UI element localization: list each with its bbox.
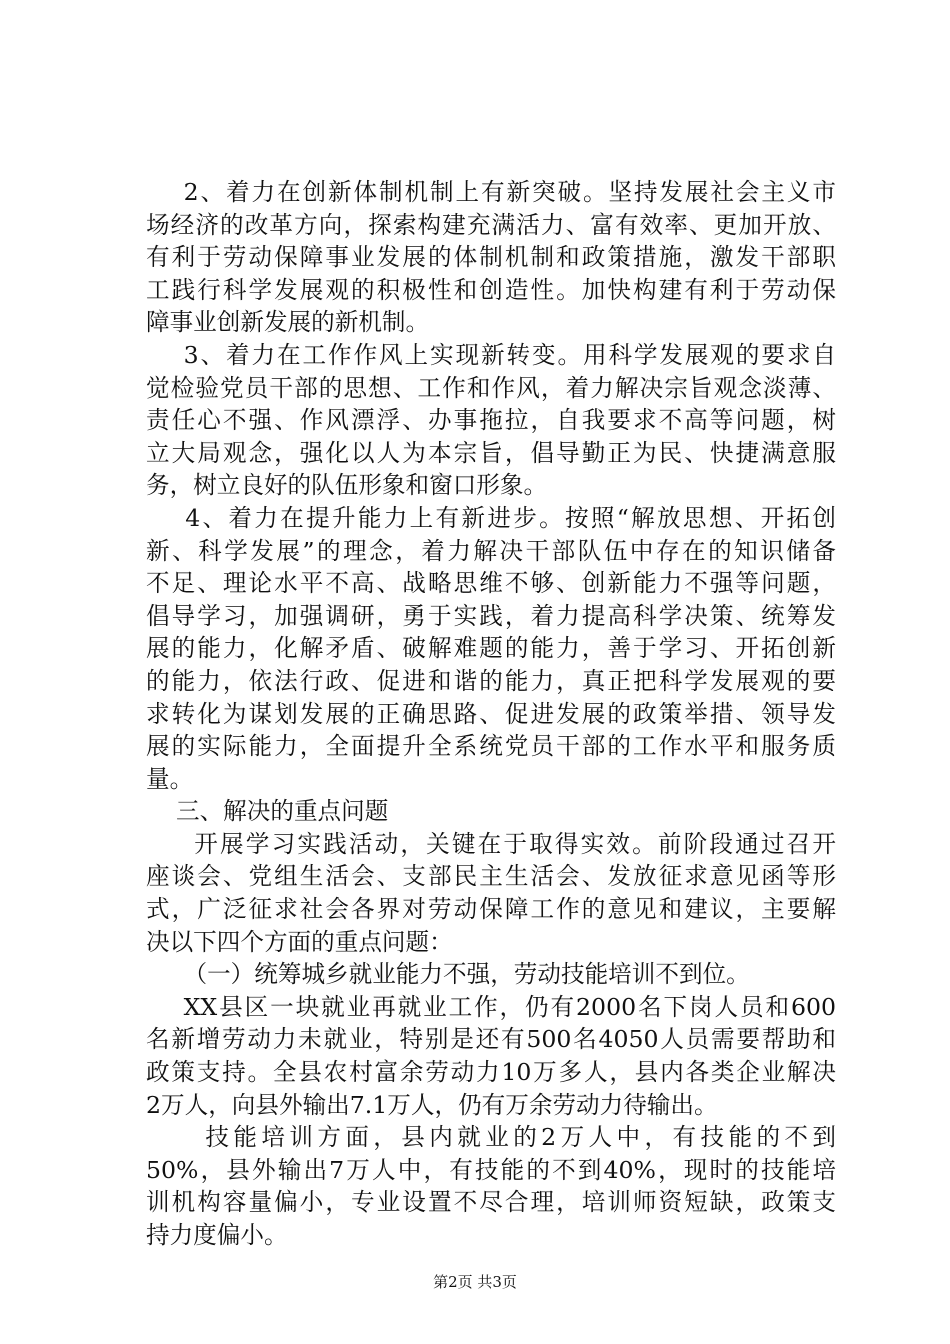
text-line: 政策支持。全县农村富余劳动力10万多人，县内各类企业解决 [146, 1058, 836, 1087]
text-line: 工践行科学发展观的积极性和创造性。加快构建有利于劳动保 [146, 275, 836, 304]
text-line: 量。 [146, 764, 194, 793]
text-line: 式，广泛征求社会各界对劳动保障工作的意见和建议，主要解 [146, 895, 836, 924]
text-line: 决以下四个方面的重点问题： [146, 927, 453, 956]
text-line: 2万人，向县外输出7.1万人，仍有万余劳动力待输出。 [146, 1090, 718, 1119]
text-line: 2、着力在创新体制机制上有新突破。坚持发展社会主义市 [146, 178, 836, 206]
page-footer: 第2页 共3页 [433, 1273, 517, 1291]
text-line: 障事业创新发展的新机制。 [146, 308, 430, 337]
text-line: 50%，县外输出7万人中，有技能的不到40%，现时的技能培 [146, 1155, 836, 1184]
text-line: 座谈会、党组生活会、支部民主生活会、发放征求意见函等形 [146, 862, 836, 891]
text-line: 3、着力在工作作风上实现新转变。用科学发展观的要求自 [146, 340, 836, 369]
section-heading: 三、解决的重点问题 [146, 797, 389, 826]
subsection-heading: （一）统筹城乡就业能力不强，劳动技能培训不到位。 [146, 960, 750, 989]
text-line: 觉检验党员干部的思想、工作和作风，着力解决宗旨观念淡薄、 [146, 373, 836, 402]
document-body [146, 176, 836, 1252]
text-line: 技能培训方面，县内就业的2万人中，有技能的不到 [146, 1123, 836, 1152]
text-line: 倡导学习，加强调研，勇于实践，着力提高科学决策、统筹发 [146, 601, 836, 630]
text-line: 4、着力在提升能力上有新进步。按照“解放思想、开拓创 [146, 503, 836, 532]
text-line: 持力度偏小。 [146, 1221, 288, 1249]
text-line: 的能力，依法行政、促进和谐的能力，真正把科学发展观的要 [146, 666, 836, 695]
text-line: 开展学习实践活动，关键在于取得实效。前阶段通过召开 [146, 829, 836, 858]
text-line: 有利于劳动保障事业发展的体制机制和政策措施，激发干部职 [146, 243, 836, 272]
text-line: 求转化为谋划发展的正确思路、促进发展的政策举措、领导发 [146, 699, 836, 728]
text-line: 立大局观念，强化以人为本宗旨，倡导勤正为民、快捷满意服 [146, 438, 836, 467]
text-line: 责任心不强、作风漂浮、办事拖拉，自我要求不高等问题，树 [146, 406, 836, 435]
text-line: 场经济的改革方向，探索构建充满活力、富有效率、更加开放、 [146, 210, 836, 239]
text-line: 务，树立良好的队伍形象和窗口形象。 [146, 471, 548, 500]
text-line: 不足、理论水平不高、战略思维不够、创新能力不强等问题， [146, 569, 836, 598]
text-line: XX县区一块就业再就业工作，仍有2000名下岗人员和600 [146, 992, 836, 1021]
text-line: 名新增劳动力未就业，特别是还有500名4050人员需要帮助和 [146, 1025, 836, 1054]
text-line: 训机构容量偏小，专业设置不尽合理，培训师资短缺，政策支 [146, 1188, 836, 1217]
text-line: 新、科学发展”的理念，着力解决干部队伍中存在的知识储备 [146, 536, 836, 565]
text-line: 展的能力，化解矛盾、破解难题的能力，善于学习、开拓创新 [146, 634, 836, 663]
text-line: 展的实际能力，全面提升全系统党员干部的工作水平和服务质 [146, 732, 836, 761]
